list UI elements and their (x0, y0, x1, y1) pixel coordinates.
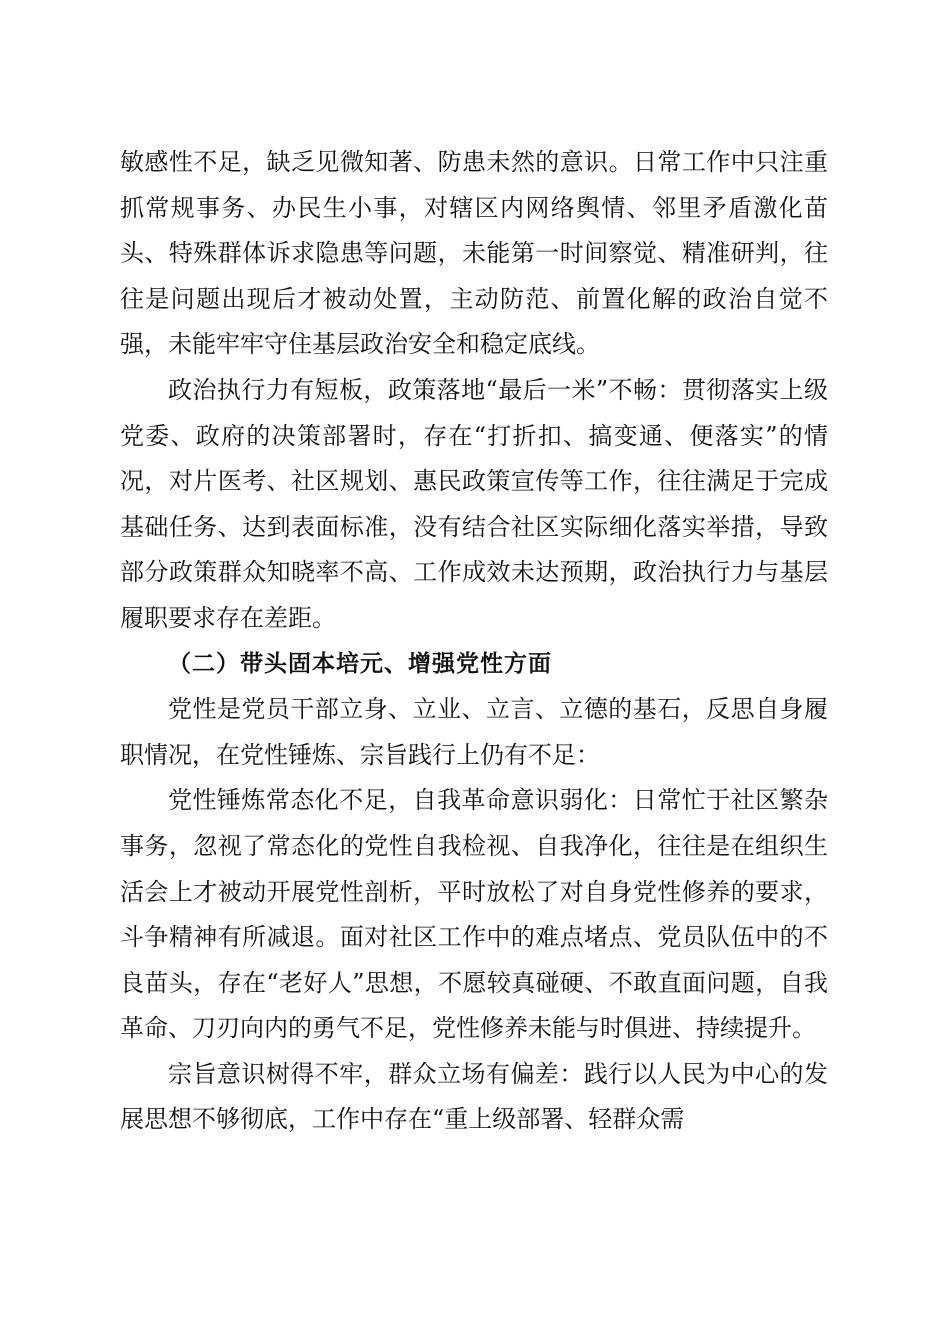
paragraph-political-execution: 政治执行力有短板，政策落地“最后一米”不畅：贯彻落实上级党委、政府的决策部署时，存在“打折扣、搞变通、便落实”的情况，对片医考、社区规划、惠民政策宣传等工作，往往满足于完成基础任务、达到表面标准，没有结合社区实际细化落实举措，导致部分政策群众知晓率不高、工作成效未达预期，政治执行力与基层履职要求存在差距。 (120, 375, 828, 632)
section-heading-party-spirit: （二）带头固本培元、增强党性方面 (168, 650, 552, 677)
paragraph-self-revolution: 党性锤炼常态化不足，自我革命意识弱化：日常忙于社区繁杂事务，忽视了常态化的党性自我检视、自我净化，往往是在组织生活会上才被动开展党性剖析，平时放松了对自身党性修养的要求，斗争精神有所减退。面对社区工作中的难点堵点、党员队伍中的不良苗头，存在“老好人”思想，不愿较真碰硬、不敢直面问题，自我革命、刀刃向内的勇气不足，党性修养未能与时俱进、持续提升。 (120, 786, 828, 1043)
paragraph-party-spirit-intro: 党性是党员干部立身、立业、立言、立德的基石，反思自身履职情况，在党性锤炼、宗旨践行上仍有不足： (120, 695, 828, 769)
paragraph-purpose-awareness: 宗旨意识树得不牢，群众立场有偏差：践行以人民为中心的发展思想不够彻底，工作中存在“重上级部署、轻群众需 (120, 1059, 828, 1134)
document-page (120, 140, 828, 1143)
paragraph-political-sensitivity: 敏感性不足，缺乏见微知著、防患未然的意识。日常工作中只注重抓常规事务、办民生小事，对辖区内网络舆情、邻里矛盾激化苗头、特殊群体诉求隐患等问题，未能第一时间察觉、精准研判，往往是问题出现后才被动处置，主动防范、前置化解的政治自觉不强，未能牢牢守住基层政治安全和稳定底线。 (120, 148, 828, 359)
